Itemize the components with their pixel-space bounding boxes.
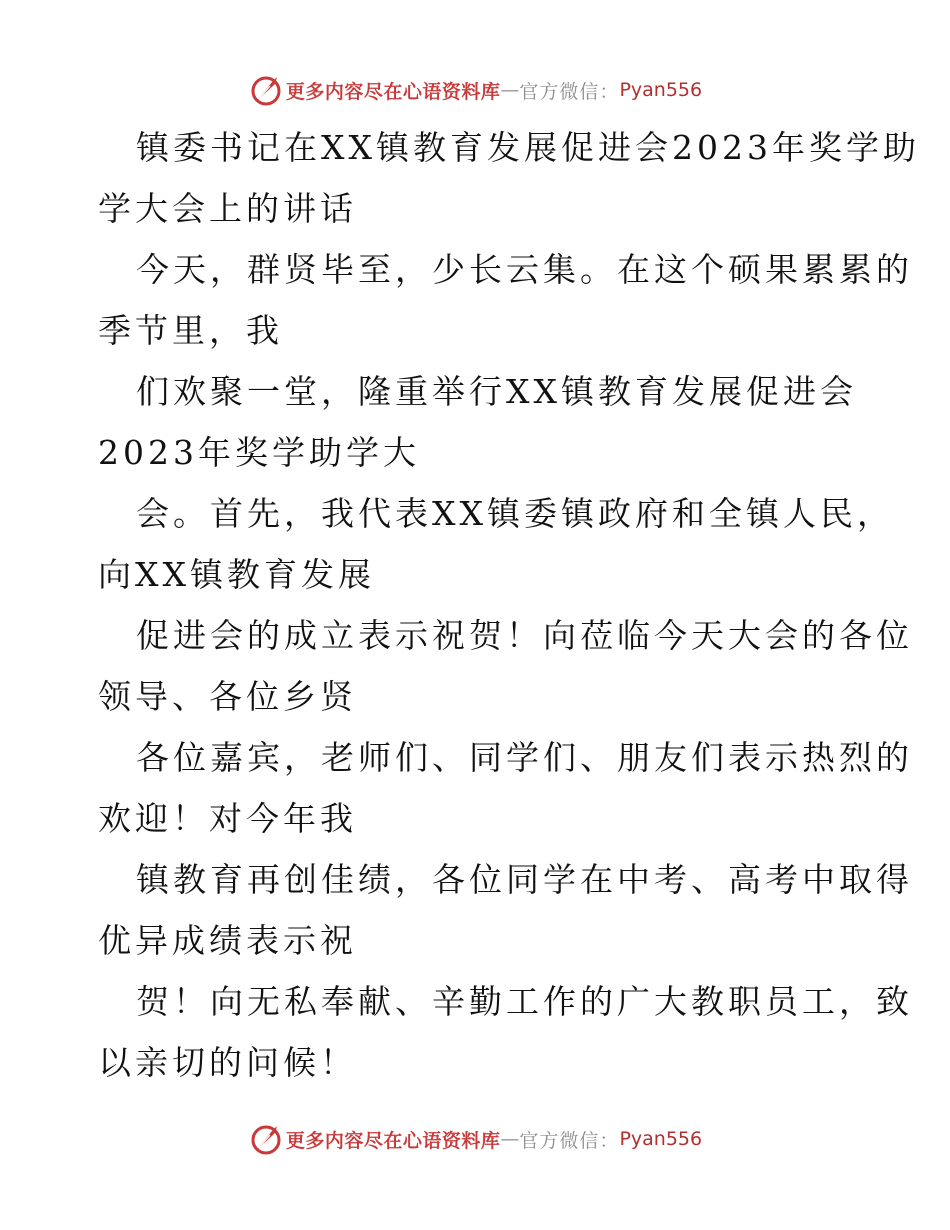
doc-line: 镇教育再创佳绩，各位同学在中考、高考中取得: [136, 860, 913, 899]
doc-line: 以亲切的问候！: [98, 1043, 357, 1082]
banner-main-text: 更多内容尽在心语资料库: [285, 1129, 501, 1152]
doc-line: 向XX镇教育发展: [98, 555, 375, 594]
doc-line: 2023年奖学助学大: [98, 433, 420, 472]
banner-wechat-id: Pyan556: [619, 1128, 703, 1150]
doc-line: 贺！向无私奉献、辛勤工作的广大教职员工，致: [136, 982, 913, 1021]
quill-logo-icon: [248, 1121, 284, 1157]
banner-dash: —: [500, 1128, 520, 1150]
doc-line: 欢迎！对今年我: [98, 799, 357, 838]
header-banner: [0, 70, 950, 110]
doc-title-line-2: 学大会上的讲话: [98, 189, 357, 228]
banner-main-text: 更多内容尽在心语资料库: [285, 80, 501, 103]
doc-line: 季节里，我: [98, 311, 283, 350]
banner-wechat-id: Pyan556: [619, 79, 703, 101]
doc-line: 优异成绩表示祝: [98, 921, 357, 960]
banner-wechat-label: 官方微信：: [519, 1129, 620, 1152]
doc-line: 今天，群贤毕至，少长云集。在这个硕果累累的: [136, 250, 913, 289]
quill-logo-icon: [248, 72, 284, 108]
doc-line: 领导、各位乡贤: [98, 677, 357, 716]
banner-wechat-label: 官方微信：: [519, 80, 620, 103]
document-body: [98, 117, 920, 1093]
banner-dash: —: [500, 79, 520, 101]
doc-line: 会。首先，我代表XX镇委镇政府和全镇人民，: [136, 494, 894, 533]
doc-line: 各位嘉宾，老师们、同学们、朋友们表示热烈的: [136, 738, 913, 777]
doc-title-line-1: 镇委书记在XX镇教育发展促进会2023年奖学助: [136, 128, 920, 167]
doc-line: 们欢聚一堂，隆重举行XX镇教育发展促进会: [136, 372, 857, 411]
footer-banner: [0, 1119, 950, 1159]
doc-line: 促进会的成立表示祝贺！向莅临今天大会的各位: [136, 616, 913, 655]
